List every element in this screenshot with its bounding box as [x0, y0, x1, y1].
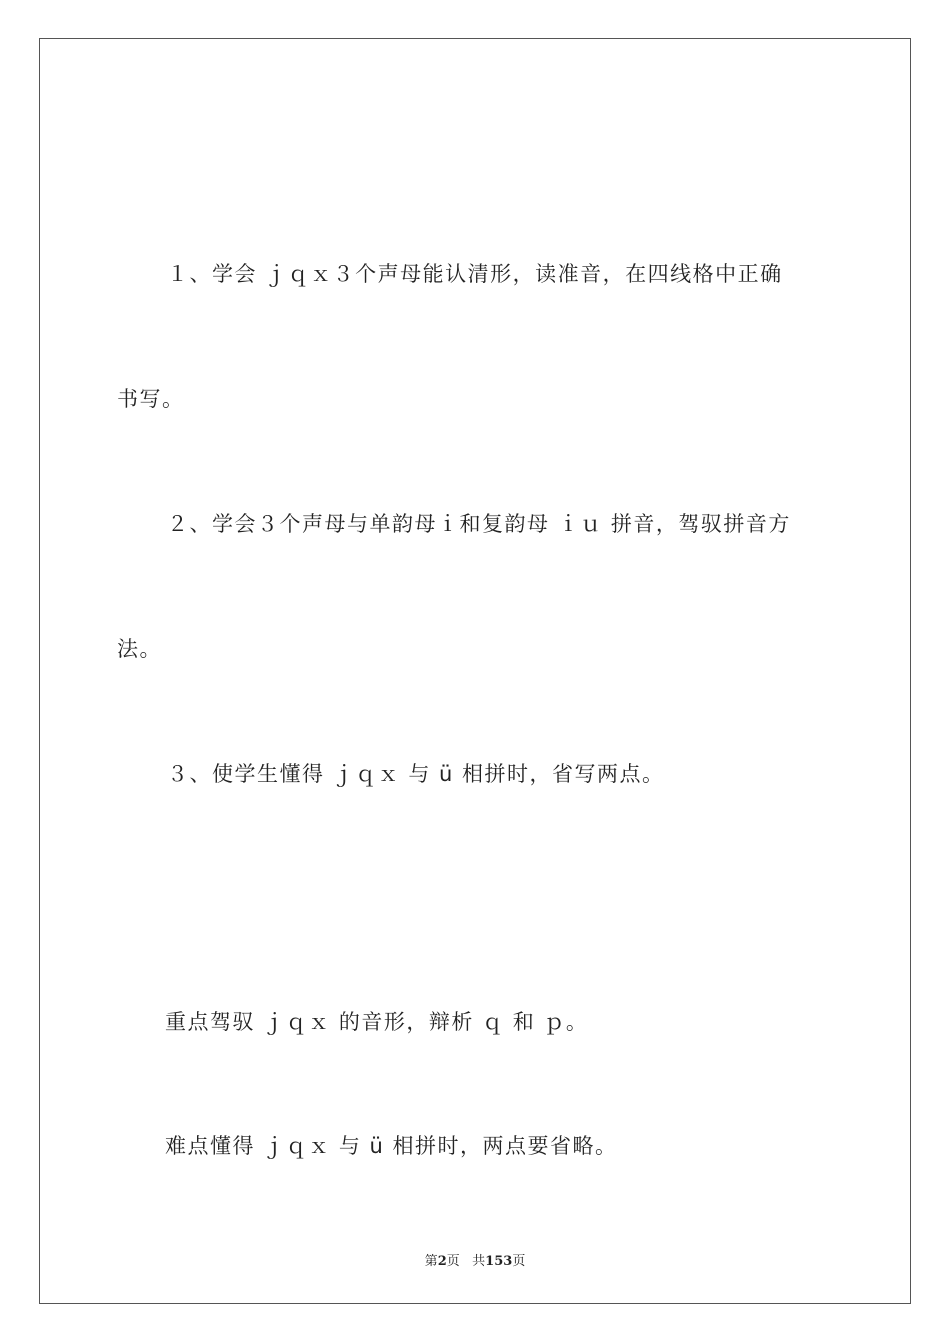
footer-total-suffix: 页	[512, 1254, 526, 1269]
footer-total-prefix: 共	[472, 1254, 486, 1269]
paragraph-1-line-2: 书写。	[117, 387, 185, 411]
difficult-point: 难点懂得 ｊｑｘ 与 ü 相拼时，两点要省略。	[165, 1134, 618, 1158]
paragraph-1-line-1: １、学会 ｊｑｘ３个声母能认清形，读准音，在四线格中正确	[167, 262, 783, 286]
footer-page-suffix: 页	[446, 1254, 460, 1269]
footer-prefix: 第	[424, 1254, 438, 1269]
page-footer	[0, 1250, 950, 1269]
footer-page-number: 2	[437, 1254, 447, 1269]
paragraph-2-line-2: 法。	[117, 637, 162, 661]
paragraph-3: ３、使学生懂得 ｊｑｘ 与 ü 相拼时，省写两点。	[167, 762, 665, 786]
footer-total-pages: 153	[485, 1254, 513, 1269]
key-point: 重点驾驭 ｊｑｘ 的音形，辩析 ｑ 和 ｐ。	[165, 1010, 589, 1034]
paragraph-2-line-1: ２、学会３个声母与单韵母ｉ和复韵母 ｉｕ 拼音，驾驭拼音方	[167, 512, 791, 536]
page-border	[39, 38, 911, 1304]
